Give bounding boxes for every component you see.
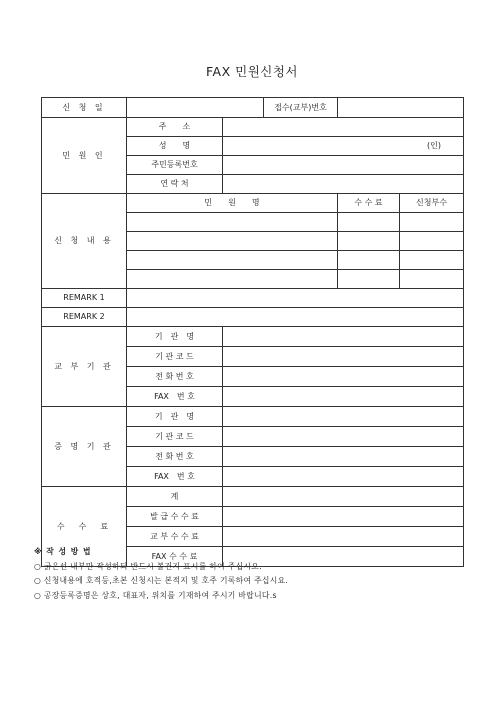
phone-label: 전 화 번 호: [127, 447, 223, 467]
fax-label: FAX 번 호: [127, 467, 223, 487]
remark1-row: [42, 289, 464, 308]
agency-name-label: 기 관 명: [127, 327, 223, 347]
seal-mark: (인): [427, 141, 441, 150]
apply-date-row: [42, 98, 464, 118]
agency-code-label: 기 관 코 드: [127, 427, 223, 447]
fee-cell[interactable]: [338, 232, 400, 251]
request-header-row: [42, 194, 464, 213]
issuing-agency-name-field[interactable]: [223, 327, 464, 347]
issuing-agency-code-field[interactable]: [223, 347, 464, 367]
col-petition-name: 민 원 명: [127, 194, 338, 213]
issue-fee-label: 발 급 수 수 료: [127, 507, 223, 527]
instruction-item: ○ 굵은선 내부만 작성하되 반드시 볼건지 표시를 하여 주십시오.: [34, 561, 262, 571]
address-field[interactable]: [223, 118, 464, 137]
instruction-item: ○ 신청내용에 호적등,초본 신청시는 본적지 및 호주 기록하여 주십시요.: [34, 576, 289, 585]
receipt-no-field[interactable]: [338, 98, 464, 118]
delivery-fee-field[interactable]: [223, 527, 464, 547]
contact-label: 연 락 처: [127, 175, 223, 194]
fee-cell[interactable]: [338, 270, 400, 289]
petition-name-cell[interactable]: [127, 270, 338, 289]
address-label: 주 소: [127, 118, 223, 137]
issue-fee-field[interactable]: [223, 507, 464, 527]
fee-cell[interactable]: [338, 213, 400, 232]
address-row: [42, 118, 464, 137]
issuing-agency-label: 교 부 기 관: [42, 327, 127, 407]
form-title: FAX 민원신청서: [205, 64, 298, 79]
receipt-no-label: 접수(교부)번호: [264, 98, 338, 118]
certifying-agency-name-field[interactable]: [223, 407, 464, 427]
copies-cell[interactable]: [400, 251, 464, 270]
remark2-field[interactable]: [127, 308, 464, 327]
instructions-heading: ※ 작 성 방 법: [34, 547, 92, 556]
copies-cell[interactable]: [400, 270, 464, 289]
issuing-agency-fax-field[interactable]: [223, 387, 464, 407]
rrn-field[interactable]: [223, 156, 464, 175]
applicant-label: 민 원 인: [42, 118, 127, 194]
certifying-agency-label: 증 명 기 관: [42, 407, 127, 487]
name-field[interactable]: [223, 137, 464, 156]
copies-cell[interactable]: [400, 213, 464, 232]
petition-name-cell[interactable]: [127, 251, 338, 270]
fax-fee-label: FAX 수 수 료: [127, 547, 223, 567]
remark1-label: REMARK 1: [42, 289, 127, 308]
remark1-field[interactable]: [127, 289, 464, 308]
apply-date-label: 신 청 일: [42, 98, 127, 118]
col-copies: 신청부수: [400, 194, 464, 213]
fee-section-label: 수 수 료: [42, 487, 127, 567]
remark2-label: REMARK 2: [42, 308, 127, 327]
certifying-agency-code-field[interactable]: [223, 427, 464, 447]
fee-total-row: [42, 487, 464, 507]
col-fee: 수 수 료: [338, 194, 400, 213]
total-label: 계: [127, 487, 223, 507]
petition-name-cell[interactable]: [127, 232, 338, 251]
writing-instructions: [34, 545, 288, 603]
fax-label: FAX 번 호: [127, 387, 223, 407]
issuing-agency-name-row: [42, 327, 464, 347]
petition-name-cell[interactable]: [127, 213, 338, 232]
fee-cell[interactable]: [338, 251, 400, 270]
copies-cell[interactable]: [400, 232, 464, 251]
apply-date-field[interactable]: [127, 98, 264, 118]
certifying-agency-phone-field[interactable]: [223, 447, 464, 467]
contact-field[interactable]: [223, 175, 464, 194]
fee-total-field[interactable]: [223, 487, 464, 507]
agency-name-label: 기 관 명: [127, 407, 223, 427]
fax-application-form: [41, 97, 464, 567]
agency-code-label: 기 관 코 드: [127, 347, 223, 367]
phone-label: 전 화 번 호: [127, 367, 223, 387]
remark2-row: [42, 308, 464, 327]
rrn-label: 주민등록번호: [127, 156, 223, 175]
request-label: 신 청 내 용: [42, 194, 127, 289]
delivery-fee-label: 교 부 수 수 료: [127, 527, 223, 547]
instruction-item: ○ 공장등록증명은 상호, 대표자, 위치를 기재하여 주시기 바랍니다.s: [34, 590, 277, 600]
issuing-agency-phone-field[interactable]: [223, 367, 464, 387]
certifying-agency-fax-field[interactable]: [223, 467, 464, 487]
name-label: 성 명: [127, 137, 223, 156]
certifying-agency-name-row: [42, 407, 464, 427]
